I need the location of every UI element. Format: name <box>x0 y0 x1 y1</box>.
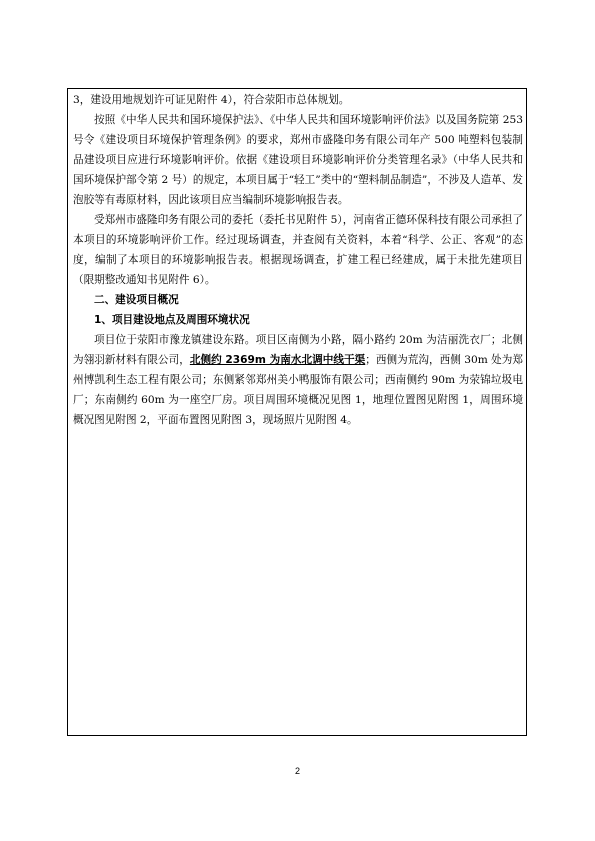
location-text-part2: ；西侧为荒沟，西侧 30m 处为郑州博凯利生态工程有限公司；东侧紧邻郑州美小鸭服饰有限公司；西南侧约 90m 为荥锦垃圾电厂；东南侧约 60m 为一座空厂房。项目周围环境概况见图 1，地理位置图见附图 1，周围环境概况图见附图 2，平面布置图见附图 3，现场照片见附图 4。 <box>73 354 524 426</box>
paragraph-commission: 受郑州市盛隆印务有限公司的委托（委托书见附件 5），河南省正德环保科技有限公司承担了本项目的环境影响评价工作。经过现场调查，并查阅有关资料，本着“科学、公正、客观”的态度，编制了本项目的环境影响报告表。根据现场调查，扩建工程已经建成，属于未批先建项目（限期整改通知书见附件 6）。 <box>73 214 523 286</box>
document-body <box>73 90 523 430</box>
location-text-part1: 项目位于荥阳市豫龙镇建设东路。项目区南侧为小路，隔小路约 20m 为洁丽洗衣厂；北侧为翎羽新材料有限公司， <box>73 334 523 366</box>
paragraph-law-basis: 按照《中华人民共和国环境保护法》、《中华人民共和国环境影响评价法》以及国务院第 253 号令《建设项目环境保护管理条例》的要求，郑州市盛隆印务有限公司年产 500 吨塑料包装制品建设项目应进行环境影响评价。依据《建设项目环境影响评价分类管理名录》（中华人民共和国环境保护部令第 2 号）的规定，本项目属于“轻工”类中的“塑料制品制造”，不涉及人造革、发泡胶等有毒原材料，因此该项目应当编制环境影响报告表。 <box>73 114 523 206</box>
subsection-heading-location: 1、项目建设地点及周围环境状况 <box>94 314 250 326</box>
section-heading-overview: 二、建设项目概况 <box>94 294 179 306</box>
paragraph-permit: 3，建设用地规划许可证见附件 4），符合荥阳市总体规划。 <box>73 94 350 106</box>
page-number: 2 <box>294 766 300 776</box>
location-text-underlined: 北侧约 2369m 为南水北调中线干渠 <box>189 354 366 366</box>
paragraph-location <box>73 330 523 430</box>
